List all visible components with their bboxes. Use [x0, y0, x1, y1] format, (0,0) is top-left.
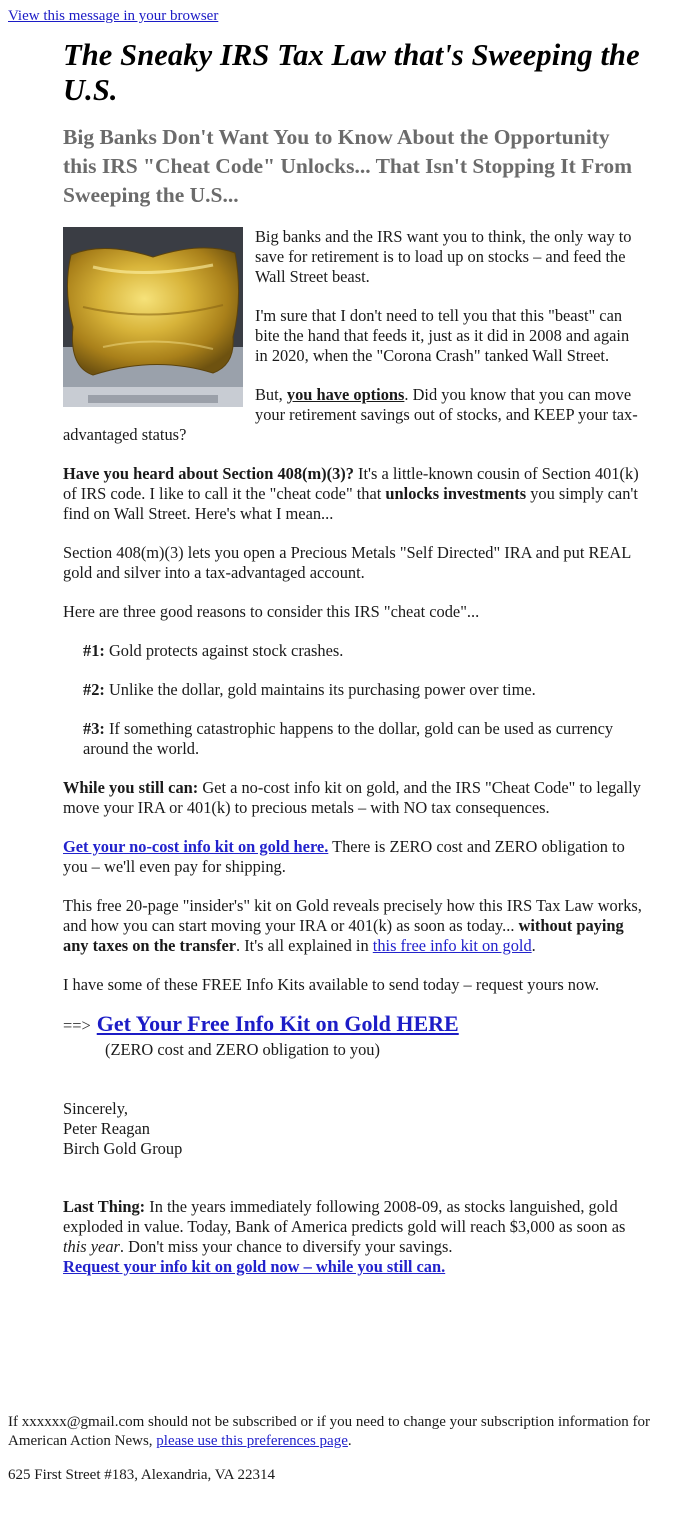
paragraph-insider-kit: This free 20-page "insider's" kit on Gold reveals precisely how this IRS Tax Law works, and how you can start moving your IRA or 401(k) as soon as today... without paying any taxes on the transfer. It's all explained in this free info kit on gold. — [63, 896, 642, 955]
article-title: The Sneaky IRS Tax Law that's Sweeping the U.S. — [63, 38, 640, 107]
paragraph-5: Section 408(m)(3) lets you open a Precious Metals "Self Directed" IRA and put REAL gold and silver into a tax-advantaged account. — [63, 543, 631, 582]
free-info-kit-link[interactable]: this free info kit on gold — [372, 936, 532, 955]
signer-company: Birch Gold Group — [63, 1139, 183, 1158]
cta-subtext: (ZERO cost and ZERO obligation to you) — [105, 1040, 380, 1059]
last-thing-paragraph: Last Thing: In the years immediately following 2008-09, as stocks languished, gold exploded in value. Today, Bank of America predicts gold will reach $3,000 as soon as this year. Don't miss your chance to diversify your savings. Request your info kit on gold now – while you still can. — [63, 1197, 626, 1276]
unsubscribe-text: If xxxxxx@gmail.com should not be subscribed or if you need to change your subscription information for American Action News, please use this preferences page. — [8, 1414, 651, 1449]
email-content — [63, 38, 643, 1277]
paragraph-2: I'm sure that I don't need to tell you that this "beast" can bite the hand that feeds it, just as it did in 2008 and again in 2020, when the "Corona Crash" tanked Wall Street. — [255, 306, 630, 365]
preferences-page-link[interactable]: please use this preferences page — [156, 1433, 348, 1449]
article-subtitle: Big Banks Don't Want You to Know About the Opportunity this IRS "Cheat Code" Unlocks... That Isn't Stopping It From Sweeping the U.S... — [63, 125, 633, 207]
cta-block — [63, 1011, 643, 1060]
paragraph-6: Here are three good reasons to consider this IRS "cheat code"... — [63, 602, 480, 621]
paragraph-available: I have some of these FREE Info Kits available to send today – request yours now. — [63, 975, 600, 994]
paragraph-section-408: Have you heard about Section 408(m)(3)? It's a little-known cousin of Section 401(k) of IRS code. I like to call it the "cheat code" that unlocks investments you simply can't find on Wall Street. Here's what I mean... — [63, 464, 639, 523]
paragraph-still-can: While you still can: Get a no-cost info kit on gold, and the IRS "Cheat Code" to legally move your IRA or 401(k) to precious metals – with NO tax consequences. — [63, 778, 641, 817]
no-cost-kit-link[interactable]: Get your no-cost info kit on gold here. — [63, 837, 329, 856]
paragraph-3: But, you have options. Did you know that you can move your retirement savings out of stocks, and KEEP your tax-advantaged status? — [63, 385, 638, 444]
cta-arrow: ==> — [63, 1016, 91, 1035]
mailing-address: 625 First Street #183, Alexandria, VA 22314 — [8, 1467, 275, 1483]
reasons-list — [63, 641, 643, 759]
gold-bar-image — [63, 227, 243, 407]
reason-item: #2: Unlike the dollar, gold maintains its purchasing power over time. — [83, 680, 536, 699]
gold-bar-illustration — [63, 227, 243, 407]
get-free-kit-button[interactable]: Get Your Free Info Kit on Gold HERE — [96, 1011, 459, 1036]
intro-block — [63, 227, 643, 445]
footer — [8, 1413, 688, 1485]
reason-item: #1: Gold protects against stock crashes. — [83, 641, 344, 660]
view-in-browser-link[interactable]: View this message in your browser — [8, 8, 219, 24]
signer-name: Peter Reagan — [63, 1119, 150, 1138]
paragraph-1: Big banks and the IRS want you to think, the only way to save for retirement is to load up on stocks – and feed the Wall Street beast. — [255, 227, 632, 286]
request-kit-link[interactable]: Request your info kit on gold now – while you still can. — [63, 1257, 446, 1276]
reason-item: #3: If something catastrophic happens to the dollar, gold can be used as currency around the world. — [83, 719, 614, 758]
you-have-options-text: you have options — [286, 385, 405, 404]
paragraph-no-cost: Get your no-cost info kit on gold here. There is ZERO cost and ZERO obligation to you – we'll even pay for shipping. — [63, 837, 625, 876]
sign-off: Sincerely, — [63, 1099, 128, 1118]
signature — [63, 1099, 643, 1159]
